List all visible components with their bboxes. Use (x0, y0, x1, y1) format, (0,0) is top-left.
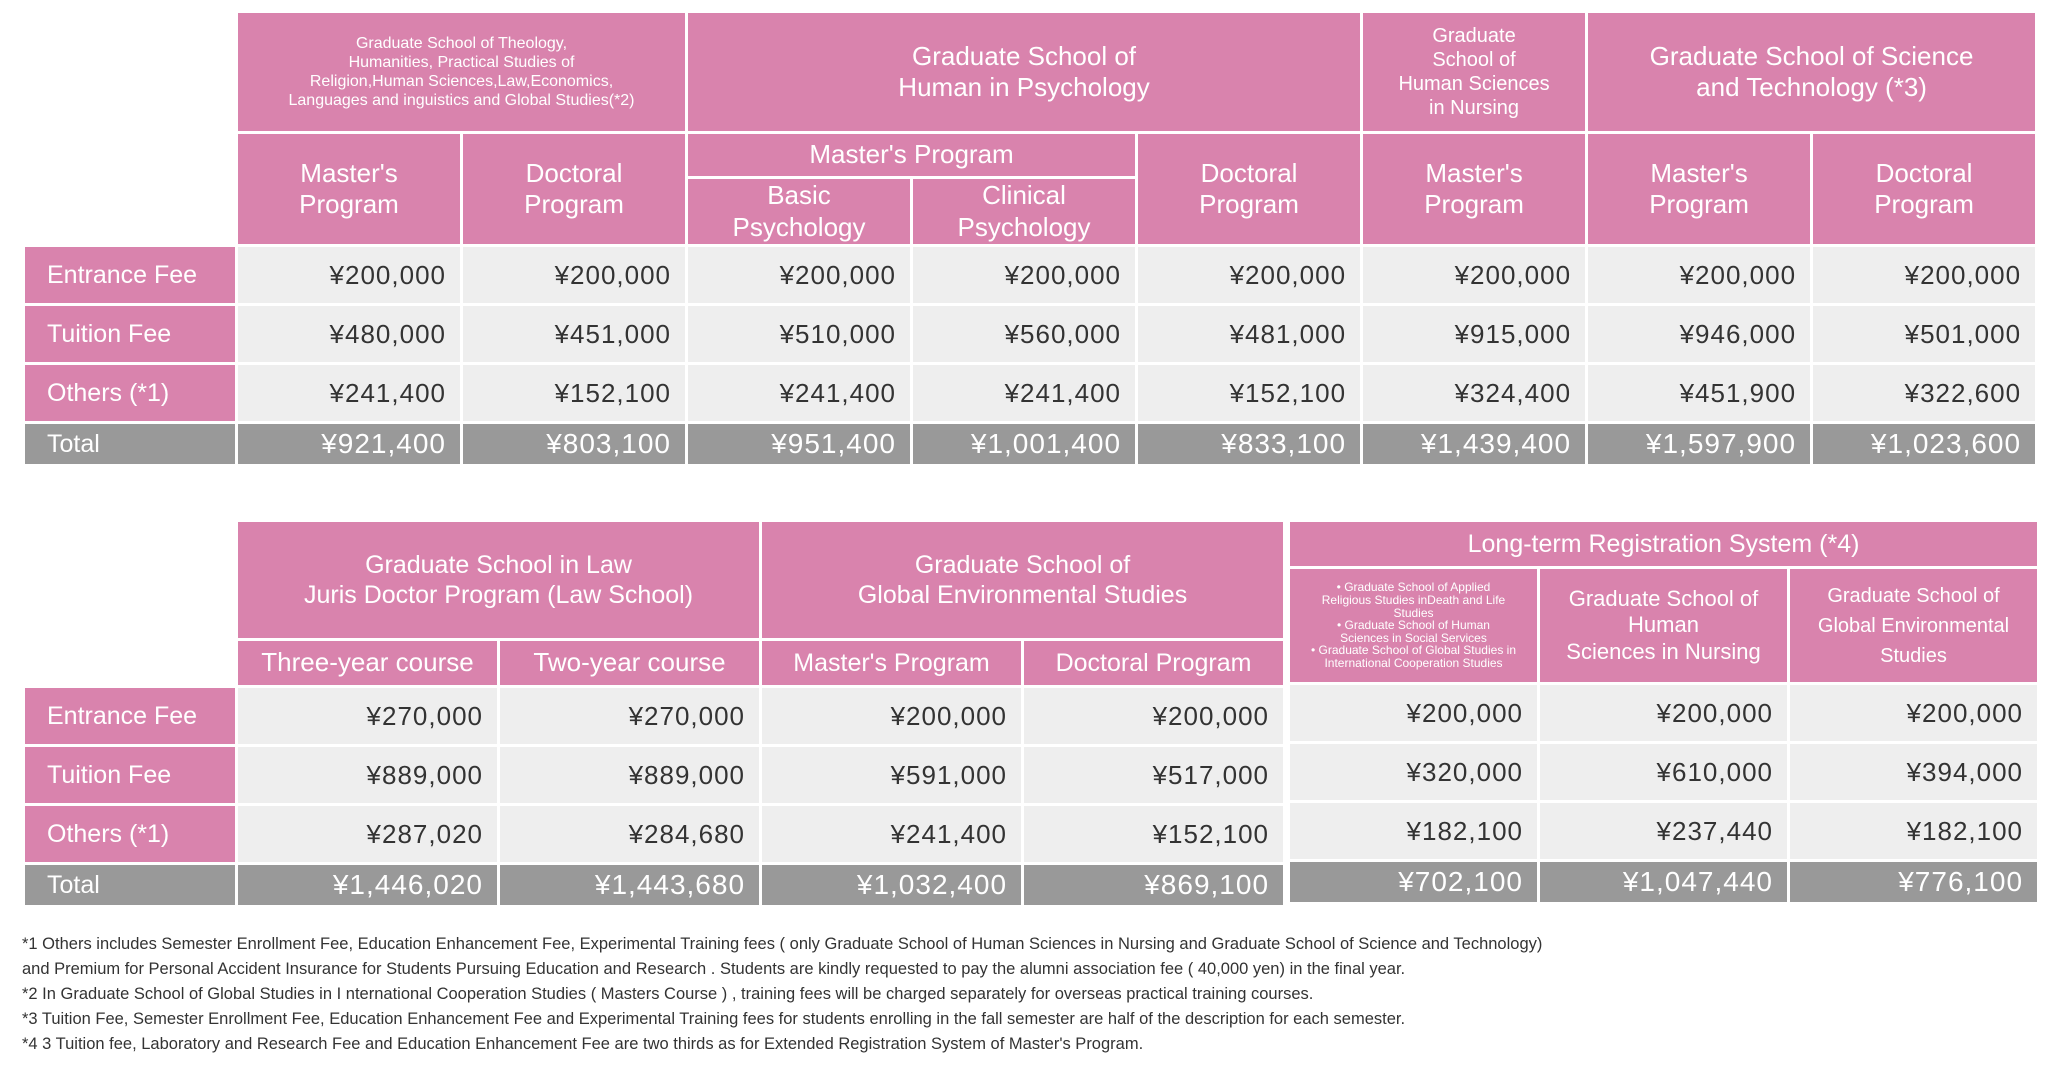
fee-table-main (22, 10, 2038, 467)
header-theology-masters: Master's Program (238, 134, 460, 244)
fee-value: ¥200,000 (1138, 247, 1360, 303)
table-row (25, 247, 2035, 303)
row-label-entrance-fee: Entrance Fee (25, 247, 235, 303)
fee-value: ¥324,400 (1363, 365, 1585, 421)
header-long-term-registration: Long-term Registration System (*4) (1290, 522, 2037, 566)
fee-value: ¥200,000 (1024, 688, 1283, 744)
fee-value: ¥451,900 (1588, 365, 1810, 421)
corner-blank (25, 13, 235, 131)
fee-value: ¥200,000 (1813, 247, 2035, 303)
fee-value: ¥200,000 (1363, 247, 1585, 303)
fee-value: ¥270,000 (238, 688, 497, 744)
fee-value: ¥200,000 (1290, 685, 1537, 741)
header-psychology: Graduate School of Human in Psychology (688, 13, 1360, 131)
fee-value: ¥152,100 (463, 365, 685, 421)
header-science-masters: Master's Program (1588, 134, 1810, 244)
total-value: ¥1,047,440 (1540, 862, 1787, 902)
table-row (25, 306, 2035, 362)
fee-value: ¥517,000 (1024, 747, 1283, 803)
fee-value: ¥320,000 (1290, 744, 1537, 800)
fee-value: ¥889,000 (500, 747, 759, 803)
header-three-year-course: Three-year course (238, 641, 497, 685)
fee-value: ¥200,000 (1540, 685, 1787, 741)
row-label-tuition-fee: Tuition Fee (25, 306, 235, 362)
row-label-others: Others (*1) (25, 365, 235, 421)
header-psychology-masters: Master's Program (688, 134, 1135, 176)
total-value: ¥1,023,600 (1813, 424, 2035, 464)
total-value: ¥869,100 (1024, 865, 1283, 905)
total-value: ¥1,597,900 (1588, 424, 1810, 464)
fee-value: ¥322,600 (1813, 365, 2035, 421)
header-two-year-course: Two-year course (500, 641, 759, 685)
total-value: ¥776,100 (1790, 862, 2037, 902)
fee-value: ¥241,400 (762, 806, 1021, 862)
fee-value: ¥946,000 (1588, 306, 1810, 362)
total-value: ¥1,446,020 (238, 865, 497, 905)
fee-value: ¥200,000 (688, 247, 910, 303)
header-env-doctoral: Doctoral Program (1024, 641, 1283, 685)
header-nursing: Graduate School of Human Sciences in Nursing (1363, 13, 1585, 131)
table-row (25, 806, 1283, 862)
total-value: ¥833,100 (1138, 424, 1360, 464)
fee-value: ¥200,000 (238, 247, 460, 303)
header-nursing-masters: Master's Program (1363, 134, 1585, 244)
footnote-2: *2 In Graduate School of Global Studies in I nternational Cooperation Studies ( Masters Course ) , training fees will be charged separately for overseas practical training courses. (22, 985, 1314, 1003)
row-label-total: Total (25, 424, 235, 464)
fee-value: ¥200,000 (913, 247, 1135, 303)
header-law-school: Graduate School in Law Juris Doctor Program (Law School) (238, 522, 759, 638)
header-science-doctoral: Doctoral Program (1813, 134, 2035, 244)
table-row (1290, 744, 2037, 800)
total-value: ¥702,100 (1290, 862, 1537, 902)
table-row (25, 688, 1283, 744)
header-science-technology: Graduate School of Science and Technology (*3) (1588, 13, 2035, 131)
fee-value: ¥481,000 (1138, 306, 1360, 362)
corner-blank (25, 522, 235, 638)
table-row (1290, 685, 2037, 741)
footnotes (22, 932, 2022, 1057)
fee-value: ¥480,000 (238, 306, 460, 362)
fee-table-long-term-registration (1287, 519, 2040, 905)
header-theology-humanities: Graduate School of Theology, Humanities, Practical Studies of Religion,Human Sciences,Law,Economics, Languages and inguistics and Global Studies(*2) (238, 13, 685, 131)
fee-value: ¥284,680 (500, 806, 759, 862)
fee-value: ¥182,100 (1790, 803, 2037, 859)
footnote-3: *3 Tuition Fee, Semester Enrollment Fee, Education Enhancement Fee and Experimental Training fees for students enrolling in the fall semester are half of the description for each semester. (22, 1010, 1406, 1028)
fee-value: ¥287,020 (238, 806, 497, 862)
total-value: ¥803,100 (463, 424, 685, 464)
fee-value: ¥591,000 (762, 747, 1021, 803)
header-theology-doctoral: Doctoral Program (463, 134, 685, 244)
fee-value: ¥394,000 (1790, 744, 2037, 800)
row-label-others: Others (*1) (25, 806, 235, 862)
row-label-entrance-fee: Entrance Fee (25, 688, 235, 744)
corner-blank (25, 641, 235, 685)
fee-value: ¥152,100 (1138, 365, 1360, 421)
fee-value: ¥200,000 (762, 688, 1021, 744)
total-value: ¥921,400 (238, 424, 460, 464)
table-row (25, 747, 1283, 803)
header-psychology-doctoral: Doctoral Program (1138, 134, 1360, 244)
fee-table-law-environment (22, 519, 1286, 908)
fee-value: ¥560,000 (913, 306, 1135, 362)
fee-value: ¥200,000 (1790, 685, 2037, 741)
fee-value: ¥270,000 (500, 688, 759, 744)
footnote-4: *4 3 Tuition fee, Laboratory and Research Fee and Education Enhancement Fee are two thirds as for Extended Registration System of Master's Program. (22, 1035, 1144, 1053)
header-env-masters: Master's Program (762, 641, 1021, 685)
row-label-tuition-fee: Tuition Fee (25, 747, 235, 803)
fee-value: ¥237,440 (1540, 803, 1787, 859)
header-basic-psychology: Basic Psychology (688, 179, 910, 244)
footnote-1: *1 Others includes Semester Enrollment Fee, Education Enhancement Fee, Experimental Training fees ( only Graduate School of Human Sciences in Nursing and Graduate School of Science and Technology) and Premium for Personal Accident Insurance for Students Pursuing Education and Research . Students are kindly requested to pay the alumni association fee ( 40,000 yen) in the final year. (22, 935, 1543, 978)
corner-blank (25, 134, 235, 244)
fee-value: ¥451,000 (463, 306, 685, 362)
total-value: ¥1,443,680 (500, 865, 759, 905)
header-long-term-environmental: Graduate School of Global Environmental Studies (1790, 569, 2037, 682)
fee-value: ¥610,000 (1540, 744, 1787, 800)
total-value: ¥1,001,400 (913, 424, 1135, 464)
fee-value: ¥200,000 (1588, 247, 1810, 303)
header-long-term-nursing: Graduate School of Human Sciences in Nursing (1540, 569, 1787, 682)
fee-value: ¥241,400 (238, 365, 460, 421)
row-label-total: Total (25, 865, 235, 905)
header-global-environmental: Graduate School of Global Environmental Studies (762, 522, 1283, 638)
fee-value: ¥152,100 (1024, 806, 1283, 862)
total-value: ¥1,032,400 (762, 865, 1021, 905)
total-row (1290, 862, 2037, 902)
fee-value: ¥510,000 (688, 306, 910, 362)
fee-value: ¥501,000 (1813, 306, 2035, 362)
table-row (1290, 803, 2037, 859)
fee-value: ¥200,000 (463, 247, 685, 303)
fee-value: ¥182,100 (1290, 803, 1537, 859)
table-row (25, 365, 2035, 421)
fee-value: ¥241,400 (688, 365, 910, 421)
header-applied-religious-social-global: • Graduate School of Applied Religious Studies inDeath and Life Studies • Graduate School of Human Sciences in Social Services • Graduate School of Global Studies in International Cooperation Studies (1290, 569, 1537, 682)
header-clinical-psychology: Clinical Psychology (913, 179, 1135, 244)
total-row (25, 865, 1283, 905)
total-value: ¥951,400 (688, 424, 910, 464)
total-value: ¥1,439,400 (1363, 424, 1585, 464)
fee-value: ¥241,400 (913, 365, 1135, 421)
fee-value: ¥915,000 (1363, 306, 1585, 362)
total-row (25, 424, 2035, 464)
fee-value: ¥889,000 (238, 747, 497, 803)
